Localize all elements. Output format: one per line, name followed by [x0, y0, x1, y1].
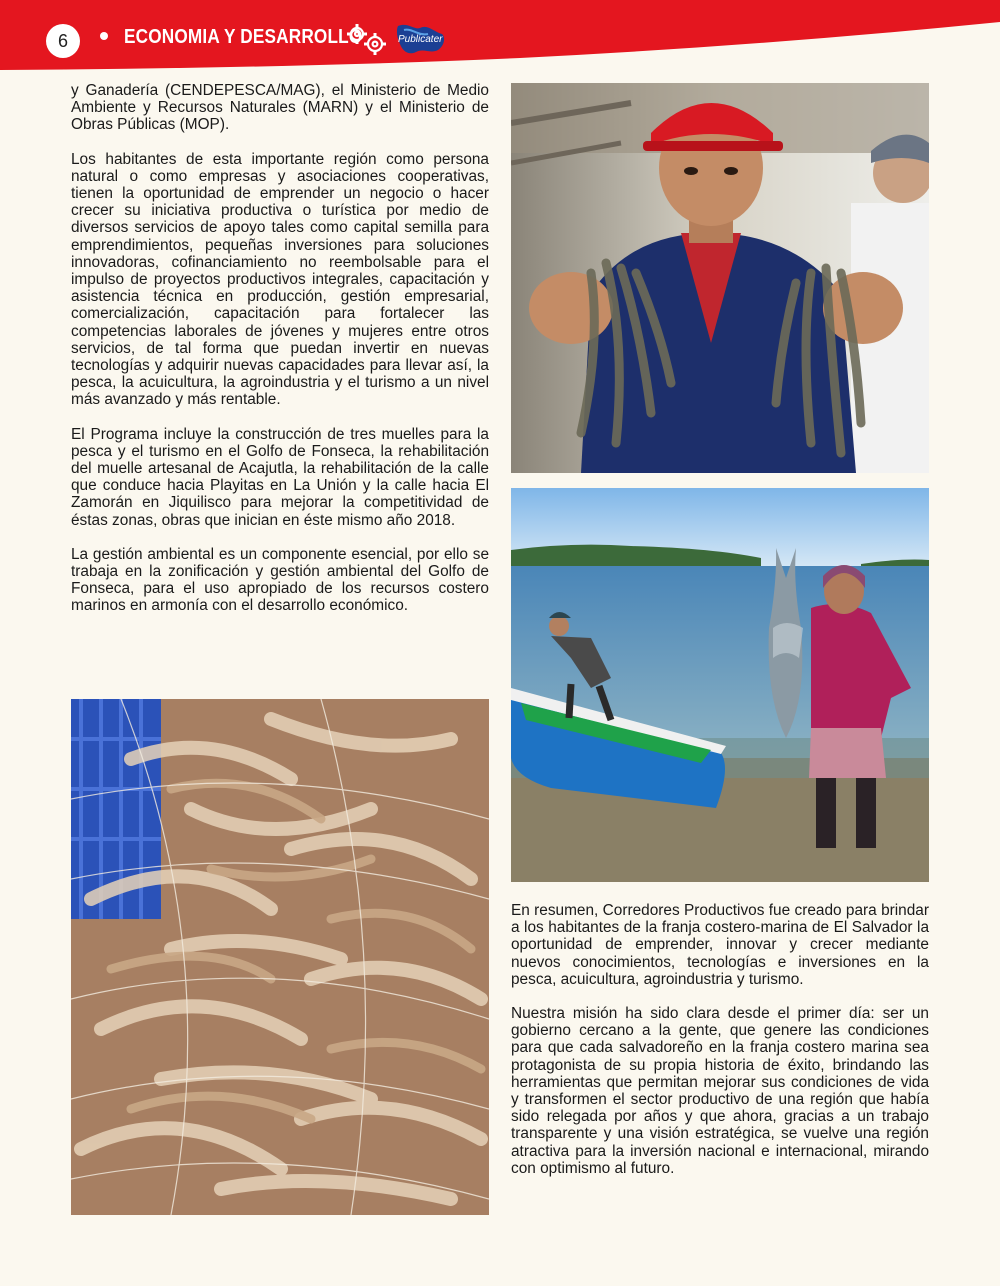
paragraph: El Programa incluye la construcción de tres muelles para la pesca y el turismo en el Golfo de Fonseca, la rehabilitación del muelle artesanal de Acajutla, la rehabilitación de la calle que conduce hacia Playitas en La Unión y la calle hacia El Zamorán en Jiquilisco para mejorar la competitividad de éstas zonas, obras que inician en éste mismo año 2018.: [71, 425, 489, 529]
page-header: [0, 0, 1000, 72]
logo-text: Publicater: [398, 34, 443, 45]
page-number: 6: [46, 24, 80, 58]
paragraph: Nuestra misión ha sido clara desde el primer día: ser un gobierno cercano a la gente, que genere las condiciones para que cada salvadoreño en la franja costero marina sea protagonista de su propia historia de éxito, brindando las herramientas que permitan mejorar sus condiciones de vida y transformen el sector productivo de una región que había sido relegada por años y que ahora, gracias a un trabajo transparente y una visión estratégica, se vuelve una región atractiva para la inversión nacional e internacional, mirando con optimismo al futuro.: [511, 1005, 929, 1177]
header-bullet: [100, 32, 108, 40]
paragraph: En resumen, Corredores Productivos fue creado para brindar a los habitantes de la franja costero-marina de El Salvador la oportunidad de emprender, innovar y crecer mediante nuevos conocimientos, tecnologías e inversiones en la pesca, acuicultura, agroindustria y turismo.: [511, 902, 929, 988]
paragraph: La gestión ambiental es un componente esencial, por ello se trabaja en la zonificación y gestión ambiental del Golfo de Fonseca, para el uso apropiado de los recursos costero marinos en armonía con el desarrollo económico.: [71, 545, 489, 615]
photo-shrimp-crate: [71, 699, 489, 1215]
right-text-column: [511, 902, 929, 1194]
gears-icon: [346, 22, 390, 58]
photo-woman-holding-fish: [511, 488, 929, 882]
left-text-column: [71, 82, 489, 632]
paragraph: y Ganadería (CENDEPESCA/MAG), el Ministerio de Medio Ambiente y Recursos Naturales (MARN) y el Ministerio de Obras Públicas (MOP).: [71, 82, 489, 134]
photo-woman-holding-shrimp: [511, 83, 929, 473]
section-title: ECONOMIA Y DESARROLLO: [124, 26, 363, 48]
paragraph: Los habitantes de esta importante región como persona natural o como empresas y asociaciones cooperativas, tienen la oportunidad de emprender un negocio o hacer crecer su iniciativa productiva o turística por medio de diversos servicios de apoyo tales como capital semilla para emprendimientos, pequeñas inversiones para soluciones innovadoras, cofinanciamiento no reembolsable para el impulso de proyectos productivos integrales, capacitación y asistencia técnica en producción, gestión empresarial, comercialización, capacitación para fortalecer las competencias laborales de jóvenes y mujeres entre otros servicios, de tal forma que puedan invertir en nuevas tecnologías y adquirir nuevas capacidades para llevar así, la pesca, la acuicultura, la agroindustria y el turismo a un nivel más avanzado y más rentable.: [71, 150, 489, 409]
